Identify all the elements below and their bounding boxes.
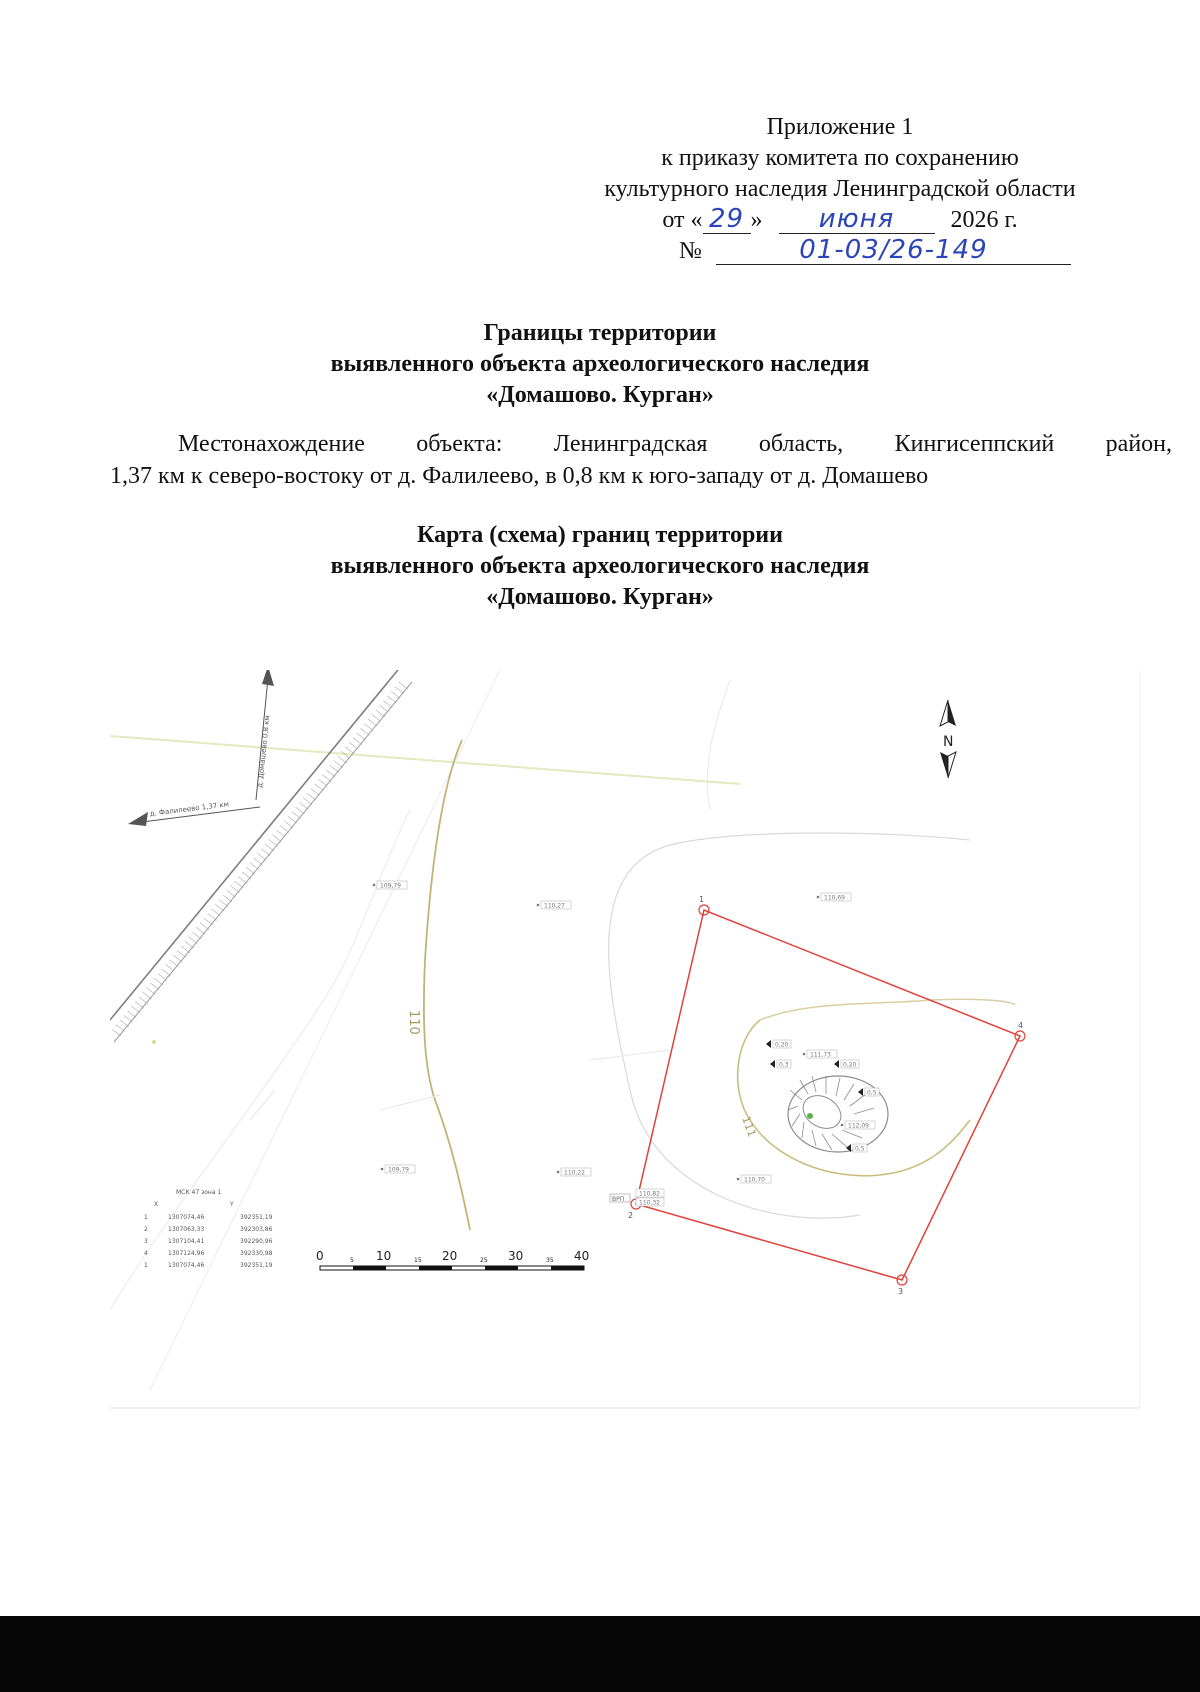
coord-col-y: Y bbox=[230, 1201, 234, 1208]
spot-height bbox=[737, 1175, 771, 1184]
svg-text:0,20: 0,20 bbox=[843, 1061, 857, 1069]
domashevo-label: д. Домашево 0,8 км bbox=[256, 714, 272, 789]
scale-label: 40 bbox=[574, 1249, 590, 1263]
svg-text:2: 2 bbox=[144, 1226, 148, 1233]
spot-height bbox=[381, 1165, 415, 1174]
contour-top bbox=[707, 680, 730, 810]
svg-text:392351,19: 392351,19 bbox=[240, 1214, 273, 1221]
svg-text:109,79: 109,79 bbox=[380, 882, 401, 890]
order-date-line bbox=[540, 205, 1140, 236]
date-year: 2026 г. bbox=[950, 207, 1018, 233]
vertex-label-4: 4 bbox=[1018, 1021, 1024, 1030]
svg-text:110,22: 110,22 bbox=[564, 1169, 585, 1177]
svg-text:1307074,46: 1307074,46 bbox=[168, 1214, 205, 1221]
hachure-line-a bbox=[590, 1050, 670, 1060]
svg-text:1307124,96: 1307124,96 bbox=[168, 1250, 205, 1257]
svg-text:110,70: 110,70 bbox=[744, 1176, 765, 1184]
order-number-field bbox=[716, 237, 1071, 265]
scale-label: 5 bbox=[350, 1257, 354, 1264]
coord-row bbox=[144, 1262, 273, 1269]
document-title-line1: Границы территории bbox=[483, 320, 717, 346]
date-day: 29 bbox=[708, 204, 745, 234]
boundary-map bbox=[110, 670, 1140, 1410]
point-code: ВРП bbox=[612, 1196, 625, 1203]
svg-text:110,82: 110,82 bbox=[639, 1190, 660, 1198]
date-day-field bbox=[703, 206, 751, 234]
mound-center-marker bbox=[807, 1113, 813, 1119]
spot-height bbox=[803, 1050, 837, 1059]
svg-text:0,5: 0,5 bbox=[867, 1089, 877, 1097]
object-location bbox=[110, 428, 1172, 492]
appendix-header bbox=[540, 112, 1140, 267]
svg-text:111,73: 111,73 bbox=[810, 1051, 831, 1059]
mound-contour-top bbox=[760, 999, 1015, 1020]
svg-text:392290,96: 392290,96 bbox=[240, 1238, 273, 1245]
svg-text:392330,98: 392330,98 bbox=[240, 1250, 273, 1257]
coord-row bbox=[144, 1250, 273, 1257]
svg-text:112,09: 112,09 bbox=[848, 1122, 869, 1130]
contour-110-label: 110 bbox=[406, 1010, 421, 1035]
map-title-line3: «Домашово. Курган» bbox=[486, 584, 714, 610]
svg-text:1: 1 bbox=[144, 1214, 148, 1221]
scale-label: 25 bbox=[480, 1257, 488, 1264]
scale-label: 35 bbox=[546, 1257, 554, 1264]
svg-text:1307104,41: 1307104,41 bbox=[168, 1238, 205, 1245]
scale-label: 30 bbox=[508, 1249, 524, 1263]
direction-falileevo bbox=[128, 800, 260, 826]
scale-bar bbox=[316, 1249, 589, 1270]
road-edge-outer bbox=[110, 670, 402, 1020]
location-line2: 1,37 км к северо-востоку от д. Фалилеево, в 0,8 км к юго-западу от д. Домашево bbox=[110, 463, 929, 489]
scale-label: 15 bbox=[414, 1257, 422, 1264]
appendix-committee: культурного наследия Ленинградской области bbox=[604, 176, 1076, 202]
contour-111-label: 111 bbox=[739, 1114, 759, 1139]
svg-text:110,69: 110,69 bbox=[824, 894, 845, 902]
direction-domashevo bbox=[256, 670, 274, 800]
spot-height bbox=[373, 881, 407, 890]
coord-table-title: МСК 47 зона 1 bbox=[176, 1189, 222, 1196]
order-number-line bbox=[540, 236, 1140, 267]
road-embankment bbox=[110, 678, 410, 1040]
svg-text:110,32: 110,32 bbox=[639, 1199, 660, 1207]
spot-height bbox=[817, 893, 851, 902]
scale-label: 20 bbox=[442, 1249, 458, 1263]
document-title-line3: «Домашово. Курган» bbox=[486, 382, 714, 408]
mound-top-contour bbox=[797, 1089, 847, 1135]
appendix-title: Приложение 1 bbox=[766, 114, 914, 140]
hachure-line-b bbox=[380, 1095, 440, 1110]
vertex-label-3: 3 bbox=[898, 1287, 904, 1296]
number-prefix: № bbox=[679, 238, 702, 264]
territory-boundary bbox=[636, 910, 1020, 1280]
svg-text:0,3: 0,3 bbox=[779, 1061, 789, 1069]
terrain-line-b bbox=[110, 810, 410, 1310]
order-number: 01-03/26-149 bbox=[799, 235, 988, 265]
north-label: N bbox=[943, 734, 954, 750]
svg-text:1307063,33: 1307063,33 bbox=[168, 1226, 205, 1233]
hachure-line-c bbox=[250, 1090, 275, 1120]
spot-height bbox=[557, 1168, 591, 1177]
contour-outer bbox=[609, 833, 970, 1218]
appendix-order-ref: к приказу комитета по сохранению bbox=[661, 145, 1019, 171]
coord-row bbox=[144, 1226, 273, 1233]
date-mid: » bbox=[750, 207, 763, 233]
scale-label: 10 bbox=[376, 1249, 392, 1263]
svg-text:1: 1 bbox=[144, 1262, 148, 1269]
mound-height bbox=[834, 1060, 859, 1069]
coord-col-x: X bbox=[154, 1201, 159, 1208]
location-line1: Местонахождение объекта: Ленинградская область, Кингисеппский район, bbox=[178, 431, 1172, 457]
document-title-line2: выявленного объекта археологического наследия bbox=[330, 351, 870, 377]
spot-height bbox=[636, 1198, 664, 1207]
vertex-label-2: 2 bbox=[628, 1211, 634, 1220]
mound-height bbox=[770, 1060, 791, 1069]
svg-text:110,27: 110,27 bbox=[544, 902, 565, 910]
green-boundary-line bbox=[110, 736, 740, 784]
document-title bbox=[0, 318, 1200, 411]
contour-111 bbox=[738, 1020, 970, 1176]
mound-height bbox=[766, 1040, 791, 1049]
svg-text:392303,86: 392303,86 bbox=[240, 1226, 273, 1233]
map-title bbox=[0, 520, 1200, 613]
svg-text:109,79: 109,79 bbox=[388, 1166, 409, 1174]
map-title-line2: выявленного объекта археологического наследия bbox=[330, 553, 870, 579]
coord-row bbox=[144, 1238, 273, 1245]
map-title-line1: Карта (схема) границ территории bbox=[417, 522, 783, 548]
svg-text:392351,19: 392351,19 bbox=[240, 1262, 273, 1269]
mound-height bbox=[858, 1088, 879, 1097]
spot-heights bbox=[373, 881, 875, 1207]
spot-height bbox=[537, 901, 571, 910]
svg-text:0,20: 0,20 bbox=[775, 1041, 789, 1049]
date-month-field bbox=[779, 206, 935, 234]
date-month: июня bbox=[818, 204, 895, 234]
spot-height bbox=[841, 1121, 875, 1130]
svg-text:1307074,46: 1307074,46 bbox=[168, 1262, 205, 1269]
vertex-label-1: 1 bbox=[699, 895, 705, 904]
date-prefix: от « bbox=[662, 207, 703, 233]
svg-text:0,5: 0,5 bbox=[855, 1145, 865, 1153]
north-arrow-icon bbox=[940, 700, 956, 778]
coord-row bbox=[144, 1214, 273, 1221]
scan-bottom-edge bbox=[0, 1616, 1200, 1692]
scale-label: 0 bbox=[316, 1249, 324, 1263]
spot-height bbox=[636, 1189, 664, 1198]
svg-text:4: 4 bbox=[144, 1250, 148, 1257]
green-marker bbox=[152, 1040, 156, 1044]
svg-text:3: 3 bbox=[144, 1238, 148, 1245]
falileevo-label: д. Фалилеево 1,37 км bbox=[149, 800, 230, 818]
